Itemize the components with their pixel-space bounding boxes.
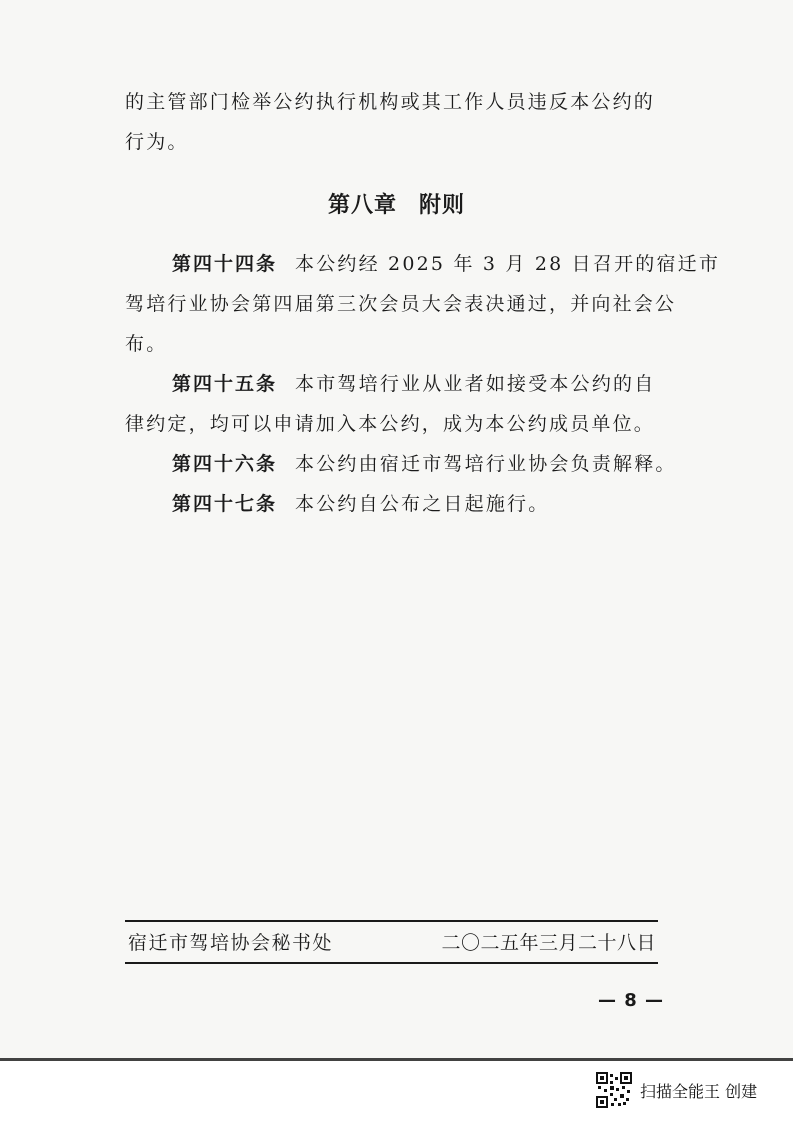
article-46-label: 第四十六条 <box>172 453 278 475</box>
chapter-title: 附则 <box>419 193 466 218</box>
article-44-line-3: 布。 <box>125 333 168 355</box>
article-46-line-1 <box>172 450 677 478</box>
continuation-line-1: 的主管部门检举公约执行机构或其工作人员违反本公约的 <box>125 91 656 113</box>
issue-date: 二〇二五年三月二十八日 <box>441 932 656 954</box>
article-44-label: 第四十四条 <box>172 253 278 275</box>
chapter-heading <box>0 188 793 219</box>
qr-code-icon <box>596 1072 632 1108</box>
article-45-line-1 <box>172 370 655 398</box>
chapter-number: 第八章 <box>327 193 397 218</box>
article-44-text-1: 本公约经 2025 年 3 月 28 日召开的宿迁市 <box>295 253 721 275</box>
article-47-line-1 <box>172 490 549 518</box>
signature-top-rule <box>125 920 658 922</box>
article-47-text-1: 本公约自公布之日起施行。 <box>295 493 550 515</box>
article-45-line-2: 律约定，均可以申请加入本公约，成为本公约成员单位。 <box>125 413 656 435</box>
continuation-line-2: 行为。 <box>125 131 189 153</box>
article-45-text-1: 本市驾培行业从业者如接受本公约的自 <box>295 373 656 395</box>
article-44-line-1 <box>172 250 720 278</box>
article-45-label: 第四十五条 <box>172 373 278 395</box>
article-44-line-2: 驾培行业协会第四届第三次会员大会表决通过，并向社会公 <box>125 293 677 315</box>
page-number: — 8 — <box>598 990 665 1011</box>
article-46-text-1: 本公约由宿迁市驾培行业协会负责解释。 <box>295 453 677 475</box>
article-47-label: 第四十七条 <box>172 493 278 515</box>
signature-bottom-rule <box>125 962 658 964</box>
scanner-brand-text: 扫描全能王 创建 <box>640 1082 758 1101</box>
issuer: 宿迁市驾培协会秘书处 <box>128 932 334 954</box>
